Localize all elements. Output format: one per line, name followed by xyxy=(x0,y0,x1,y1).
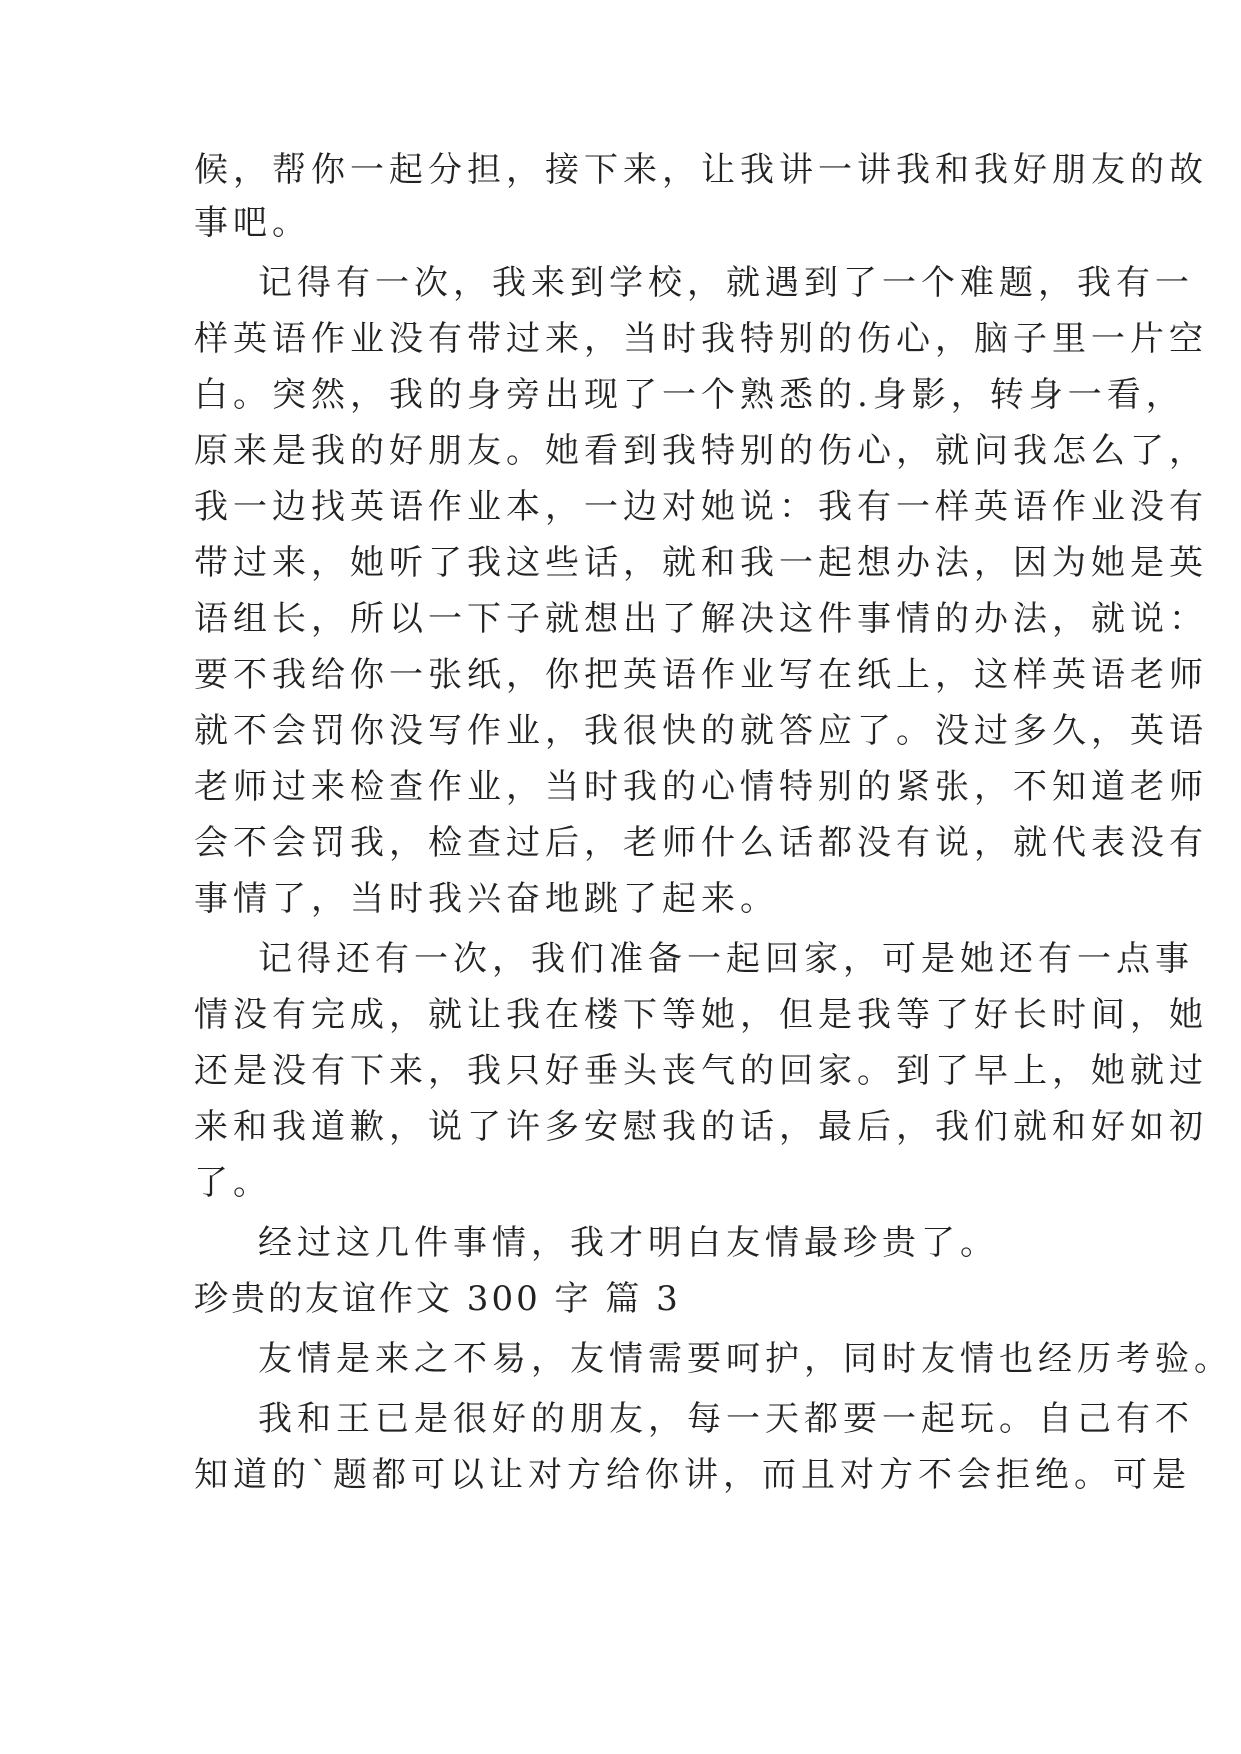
text-line: 还是没有下来，我只好垂头丧气的回家。到了早上，她就过 xyxy=(194,1051,1208,1091)
text-line: 来和我道歉，说了许多安慰我的话，最后，我们就和好如初 xyxy=(194,1107,1208,1147)
section-heading: 珍贵的友谊作文 300 字 篇 3 xyxy=(194,1279,681,1319)
paragraph-start-line: 记得还有一次，我们准备一起回家，可是她还有一点事 xyxy=(258,939,1194,979)
text-line: 要不我给你一张纸，你把英语作业写在纸上，这样英语老师 xyxy=(194,655,1208,695)
text-line: 就不会罚你没写作业，我很快的就答应了。没过多久，英语 xyxy=(194,711,1208,751)
text-line: 原来是我的好朋友。她看到我特别的伤心，就问我怎么了， xyxy=(194,431,1208,471)
text-line: 情没有完成，就让我在楼下等她，但是我等了好长时间，她 xyxy=(194,995,1208,1035)
text-line: 候，帮你一起分担，接下来，让我讲一讲我和我好朋友的故 xyxy=(194,150,1208,190)
paragraph-start-line: 记得有一次，我来到学校，就遇到了一个难题，我有一 xyxy=(258,263,1194,303)
paragraph-start-line: 我和王已是很好的朋友，每一天都要一起玩。自己有不 xyxy=(258,1399,1194,1439)
text-line: 样英语作业没有带过来，当时我特别的伤心，脑子里一片空 xyxy=(194,319,1208,359)
text-line: 事情了，当时我兴奋地跳了起来。 xyxy=(194,879,779,919)
text-line: 语组长，所以一下子就想出了解决这件事情的办法，就说： xyxy=(194,599,1208,639)
paragraph-start-line: 友情是来之不易，友情需要呵护，同时友情也经历考验。 xyxy=(258,1339,1233,1379)
text-line: 会不会罚我，检查过后，老师什么话都没有说，就代表没有 xyxy=(194,823,1208,863)
text-line: 白。突然，我的身旁出现了一个熟悉的.身影，转身一看， xyxy=(194,375,1185,415)
text-line: 带过来，她听了我这些话，就和我一起想办法，因为她是英 xyxy=(194,543,1208,583)
text-line: 事吧。 xyxy=(194,203,311,243)
text-line: 知道的`题都可以让对方给你讲，而且对方不会拒绝。可是 xyxy=(194,1455,1191,1495)
paragraph-start-line: 经过这几件事情，我才明白友情最珍贵了。 xyxy=(258,1223,999,1263)
text-line: 了。 xyxy=(194,1163,272,1203)
text-line: 我一边找英语作业本，一边对她说：我有一样英语作业没有 xyxy=(194,487,1208,527)
text-line: 老师过来检查作业，当时我的心情特别的紧张，不知道老师 xyxy=(194,767,1208,807)
